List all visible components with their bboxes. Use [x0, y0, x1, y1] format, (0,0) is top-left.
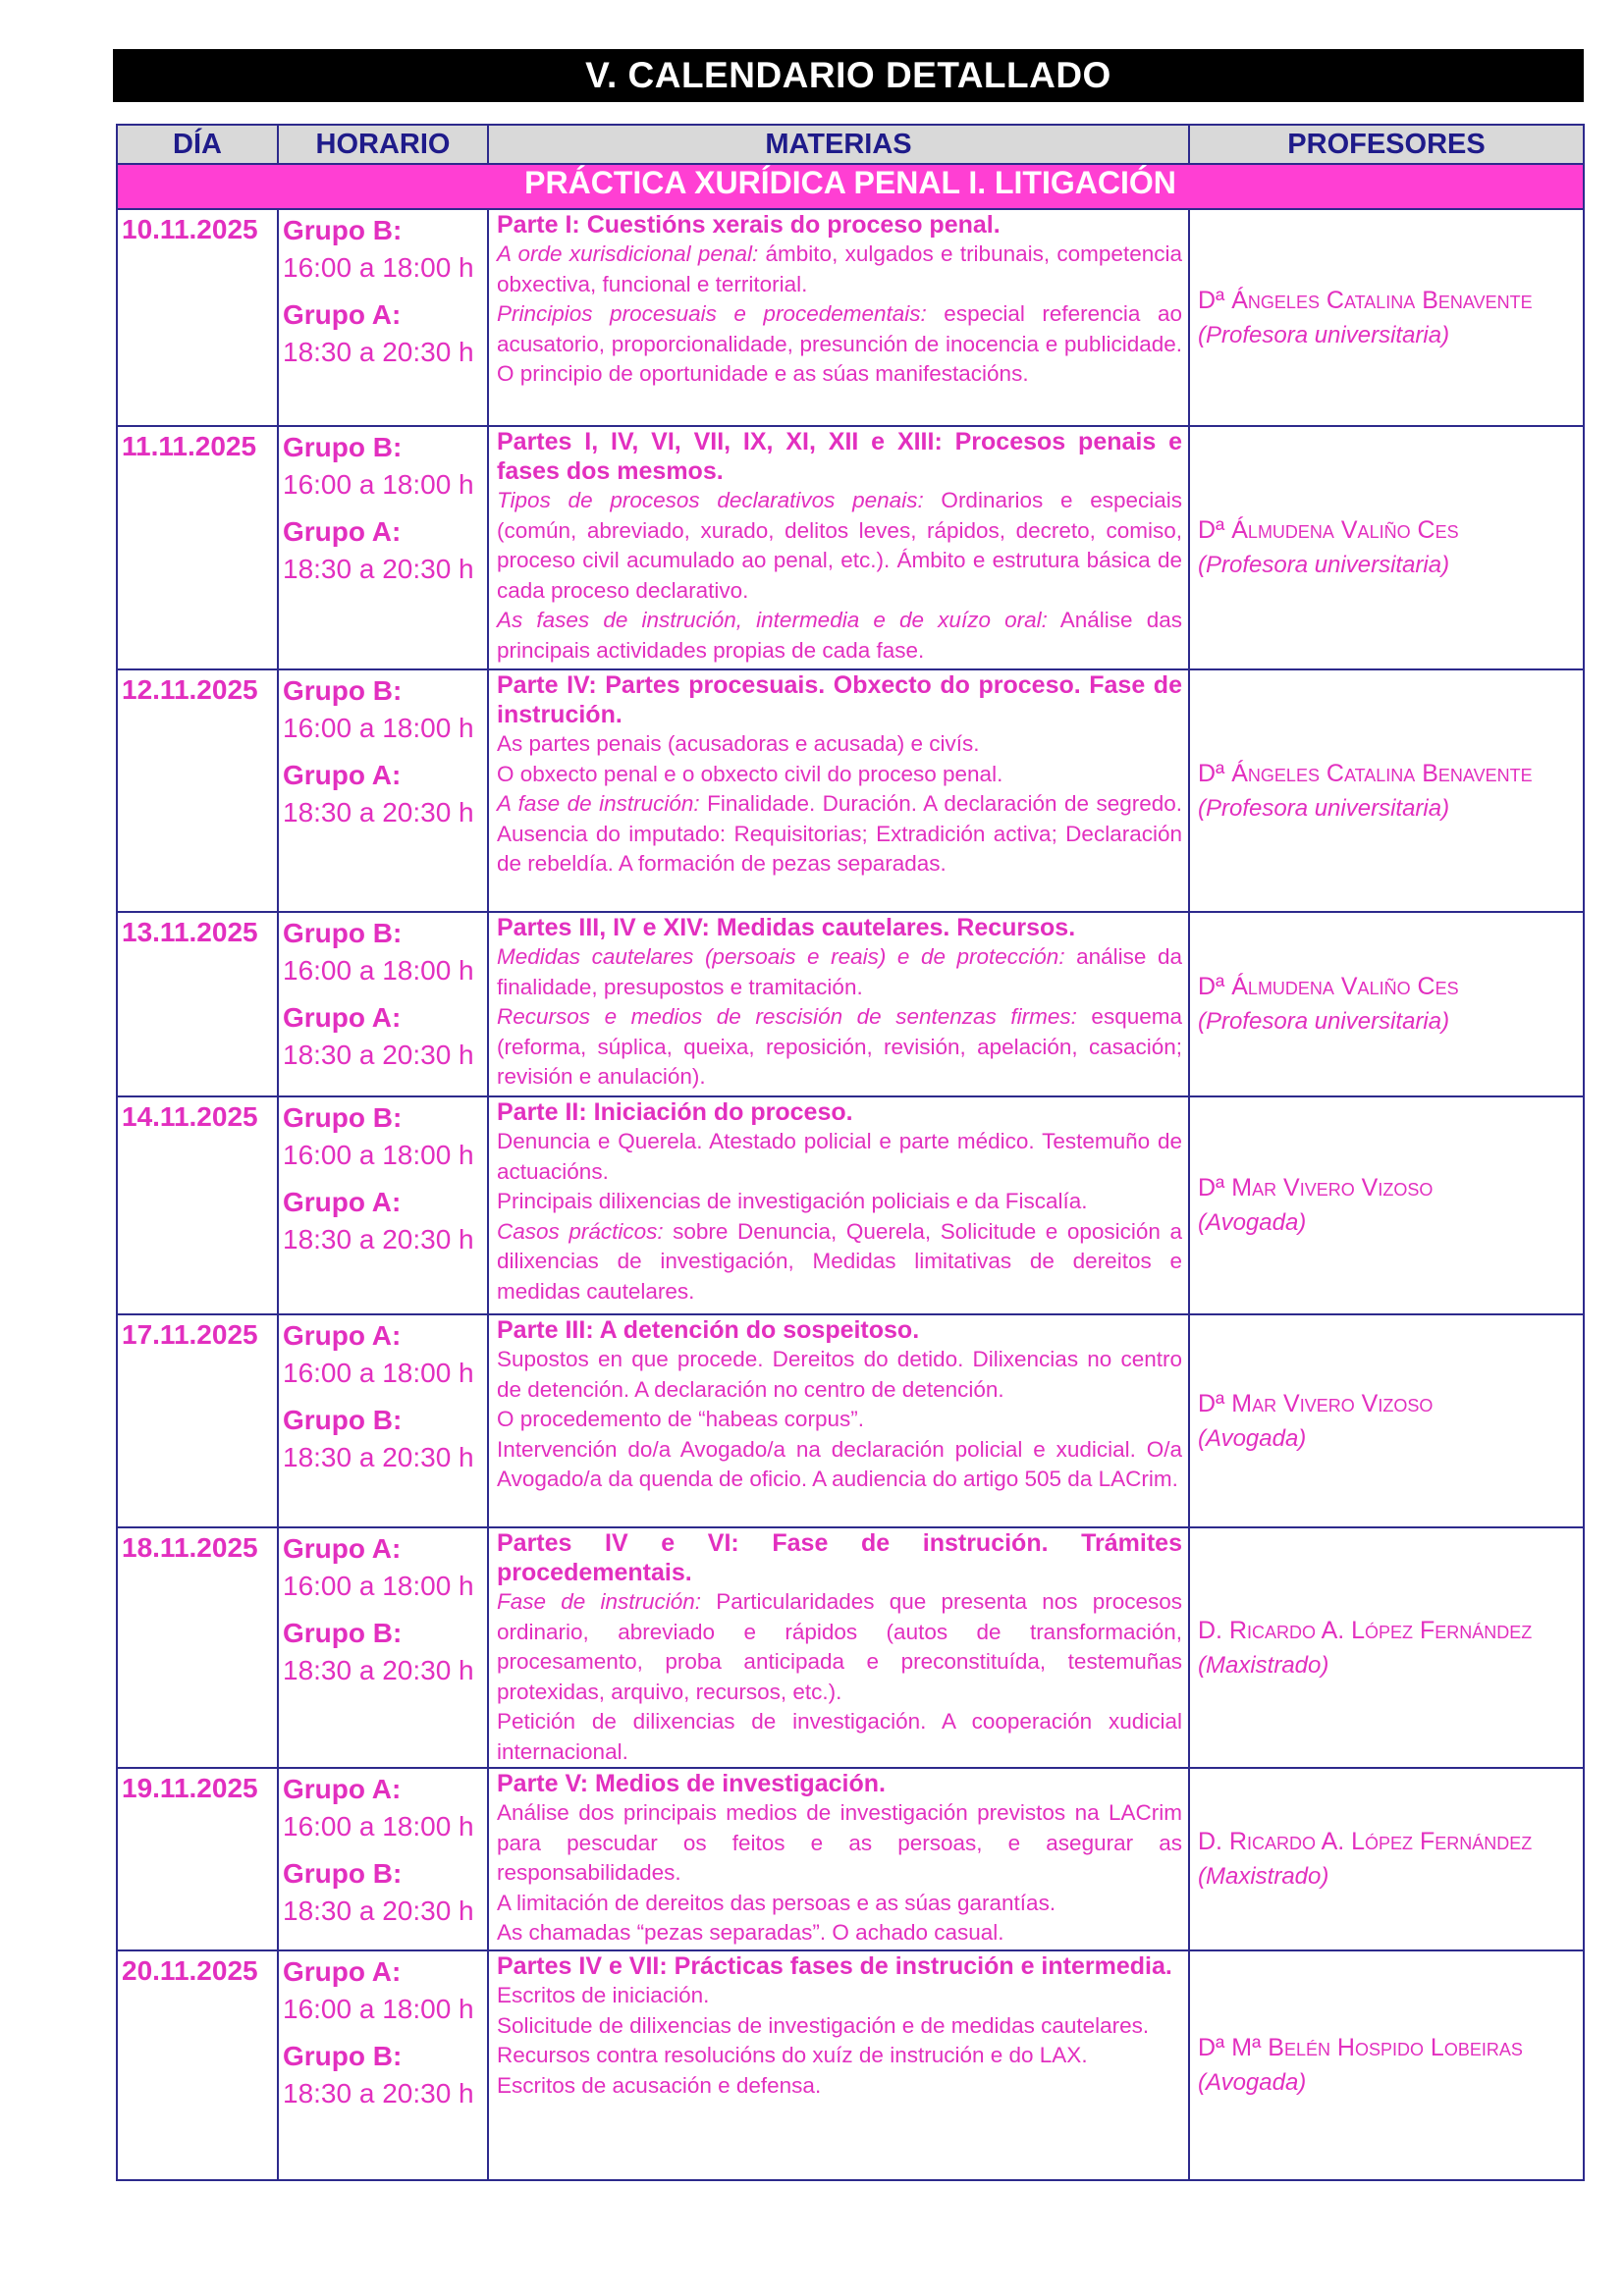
section-row: [117, 164, 1584, 209]
teacher-cell: [1189, 912, 1584, 1096]
teacher-cell: [1189, 1096, 1584, 1314]
time-range: 16:00 a 18:00 h: [283, 1811, 474, 1842]
date-cell: 18.11.2025: [117, 1527, 278, 1768]
group-label: Grupo B:: [283, 675, 403, 706]
subject-line: [497, 1798, 1182, 1889]
group-label: Grupo B:: [283, 918, 403, 948]
subject-line-text: Petición de dilixencias de investigación. A cooperación xudicial internacional.: [497, 1709, 1182, 1764]
subject-title: Parte I: Cuestións xerais do proceso penal.: [497, 211, 1001, 239]
subject-line: [497, 1127, 1182, 1187]
schedule-cell: [278, 1096, 488, 1314]
group-label: Grupo A:: [283, 1002, 402, 1033]
subject-title: Partes IV e VI: Fase de instrución. Trámites procedementais.: [497, 1529, 1182, 1586]
subject-line: [497, 760, 1182, 790]
teacher-name: D. Ricardo A. López Fernández: [1198, 1616, 1533, 1644]
teacher-cell: [1189, 209, 1584, 426]
time-range: 16:00 a 18:00 h: [283, 1140, 474, 1170]
teacher-cell: [1189, 426, 1584, 669]
time-range: 16:00 a 18:00 h: [283, 713, 474, 743]
subjects-cell: [488, 1950, 1189, 2180]
table-row: [117, 1527, 1584, 1768]
time-range: 16:00 a 18:00 h: [283, 1358, 474, 1388]
teacher-role: (Profesora universitaria): [1198, 552, 1450, 578]
subject-line-text: Particularidades que presenta nos procesos ordinario, abreviado e rápidos (autos de transformación, procesamento, proba anticipada e preconstituída, testemuñas protexidas, arquivo, recursos, etc.).: [497, 1589, 1182, 1704]
subject-line-text: Principais dilixencias de investigación policiais e da Fiscalía.: [497, 1189, 1088, 1213]
subject-line-lead: A fase de instrución:: [497, 791, 700, 816]
subject-line: [497, 1435, 1182, 1495]
teacher-role: (Avogada): [1198, 1209, 1307, 1236]
subjects-cell: [488, 1096, 1189, 1314]
col-header-teachers: PROFESORES: [1189, 125, 1584, 164]
table-row: [117, 912, 1584, 1096]
subjects-cell: [488, 426, 1189, 669]
schedule-cell: [278, 1314, 488, 1527]
subject-line-text: Intervención do/a Avogado/a na declaración policial e xudicial. O/a Avogado/a da quenda de oficio. A audiencia do artigo 505 da LACrim.: [497, 1436, 1182, 1491]
subjects-cell: [488, 1314, 1189, 1527]
subject-line: [497, 942, 1182, 1002]
time-range: 18:30 a 20:30 h: [283, 1896, 474, 1926]
subject-line-text: Análise dos principais medios de investigación previstos na LACrim para pescudar os feitos e as persoas, e asegurar as responsabilidades.: [497, 1800, 1182, 1885]
subject-line-text: especial referencia ao acusatorio, proporcionalidade, presunción de inocencia e publicidade. O principio de oportunidade e as súas manifestacións.: [497, 301, 1182, 386]
teacher-cell: [1189, 1314, 1584, 1527]
time-range: 16:00 a 18:00 h: [283, 469, 474, 500]
date-cell: 12.11.2025: [117, 669, 278, 912]
subject-line: [497, 606, 1182, 666]
col-header-schedule: HORARIO: [278, 125, 488, 164]
subject-line-lead: As fases de instrución, intermedia e de xuízo oral:: [497, 608, 1048, 632]
subject-line: [497, 2011, 1182, 2042]
date-cell: 13.11.2025: [117, 912, 278, 1096]
subject-line: [497, 789, 1182, 880]
teacher-role: (Avogada): [1198, 1424, 1307, 1452]
date-cell: 11.11.2025: [117, 426, 278, 669]
date-cell: 19.11.2025: [117, 1768, 278, 1950]
date-cell: 20.11.2025: [117, 1950, 278, 2180]
subject-line-text: esquema (reforma, súplica, queixa, reposición, revisión, apelación, casación; revisión e anulación).: [497, 1004, 1182, 1089]
subject-title: Partes III, IV e XIV: Medidas cautelares. Recursos.: [497, 914, 1076, 941]
subject-line: [497, 1187, 1182, 1217]
teacher-name: Dª Álmudena Valiño Ces: [1198, 516, 1459, 544]
subject-line-text: Ordinarios e especiais (común, abreviado, xurado, delitos leves, rápidos, decreto, comiso, proceso civil acumulado ao penal, etc.). Ámbito e estrutura básica de cada proceso declarativo.: [497, 488, 1183, 603]
subject-title: Partes IV e VII: Prácticas fases de instrución e intermedia.: [497, 1952, 1172, 1980]
table-row: [117, 1096, 1584, 1314]
col-header-day: DÍA: [117, 125, 278, 164]
schedule-cell: [278, 1768, 488, 1950]
table-row: [117, 426, 1584, 669]
time-range: 18:30 a 20:30 h: [283, 337, 474, 367]
subject-line-text: ámbito, xulgados e tribunais, competencia obxectiva, funcional e territorial.: [497, 241, 1182, 296]
time-range: 16:00 a 18:00 h: [283, 252, 474, 283]
calendar-table: [116, 124, 1585, 2181]
subject-line-lead: Casos prácticos:: [497, 1218, 664, 1244]
subject-line-lead: Fase de instrución:: [497, 1589, 701, 1614]
section-title: PRÁCTICA XURÍDICA PENAL I. LITIGACIÓN: [117, 164, 1584, 209]
subject-line: [497, 2071, 1182, 2102]
subject-line-text: Escritos de acusación e defensa.: [497, 2072, 822, 2098]
table-row: [117, 669, 1584, 912]
teacher-cell: [1189, 669, 1584, 912]
time-range: 18:30 a 20:30 h: [283, 797, 474, 828]
subject-line: [497, 729, 1182, 760]
group-label: Grupo B:: [283, 2041, 403, 2071]
teacher-name: Dª Álmudena Valiño Ces: [1198, 973, 1459, 1000]
subject-line: [497, 1918, 1182, 1949]
subject-line-lead: Recursos e medios de rescisión de sentenzas firmes:: [497, 1004, 1077, 1029]
teacher-role: (Avogada): [1198, 2069, 1307, 2096]
subject-line: [497, 299, 1182, 390]
schedule-cell: [278, 912, 488, 1096]
teacher-role: (Profesora universitaria): [1198, 321, 1450, 348]
col-header-subjects: MATERIAS: [488, 125, 1189, 164]
subject-line-text: Análise das principais actividades propias de cada fase.: [497, 608, 1182, 663]
subjects-cell: [488, 209, 1189, 426]
schedule-cell: [278, 1527, 488, 1768]
time-range: 16:00 a 18:00 h: [283, 1571, 474, 1601]
teacher-role: (Maxistrado): [1198, 1863, 1329, 1890]
subject-line-text: As chamadas “pezas separadas”. O achado casual.: [497, 1920, 1004, 1945]
subject-line-text: Solicitude de dilixencias de investigación e de medidas cautelares.: [497, 2012, 1150, 2038]
subject-line-text: O procedemento de “habeas corpus”.: [497, 1407, 864, 1431]
group-label: Grupo A:: [283, 1533, 402, 1564]
date-cell: 10.11.2025: [117, 209, 278, 426]
subject-title: Parte IV: Partes procesuais. Obxecto do proceso. Fase de instrución.: [497, 671, 1182, 728]
subject-line: [497, 1345, 1182, 1405]
group-label: Grupo A:: [283, 760, 402, 790]
group-label: Grupo A:: [283, 1956, 402, 1987]
group-label: Grupo B:: [283, 1102, 403, 1133]
subject-line-text: sobre Denuncia, Querela, Solicitude e oposición a dilixencias de investigación, Medidas limitativas de dereitos e medidas cautelares.: [497, 1218, 1182, 1304]
subject-line-lead: Tipos de procesos declarativos penais:: [497, 488, 924, 512]
date-cell: 14.11.2025: [117, 1096, 278, 1314]
subject-line: [497, 1981, 1182, 2011]
time-range: 18:30 a 20:30 h: [283, 1442, 474, 1472]
subject-line: [497, 1889, 1182, 1919]
group-label: Grupo B:: [283, 215, 403, 245]
group-label: Grupo B:: [283, 1405, 403, 1435]
subject-line: [497, 1405, 1182, 1435]
teacher-role: (Maxistrado): [1198, 1651, 1329, 1679]
group-label: Grupo A:: [283, 299, 402, 330]
subject-line-text: As partes penais (acusadoras e acusada) e civís.: [497, 731, 980, 756]
group-label: Grupo A:: [283, 1774, 402, 1804]
teacher-name: Dª Mar Vivero Vizoso: [1198, 1174, 1434, 1201]
subject-line-text: Recursos contra resolucións do xuíz de instrución e do LAX.: [497, 2043, 1088, 2067]
subject-line: [497, 240, 1182, 299]
subject-line: [497, 1587, 1182, 1707]
subject-line-text: análise da finalidade, presupostos e tramitación.: [497, 944, 1182, 999]
subject-line-text: Denuncia e Querela. Atestado policial e parte médico. Testemuño de actuacións.: [497, 1129, 1182, 1184]
table-row: [117, 209, 1584, 426]
group-label: Grupo A:: [283, 516, 402, 547]
subject-line-text: Supostos en que procede. Dereitos do detido. Dilixencias no centro de detención. A declaración no centro de detención.: [497, 1347, 1182, 1402]
header-row: [117, 125, 1584, 164]
teacher-name: Dª Ángeles Catalina Benavente: [1198, 759, 1533, 787]
subject-line-text: Finalidade. Duración. A declaración de segredo. Ausencia do imputado: Requisitorias; Extradición activa; Declaración de rebeldía. A formación de pezas separadas.: [497, 791, 1183, 876]
subject-line: [497, 1217, 1182, 1308]
teacher-role: (Profesora universitaria): [1198, 1008, 1450, 1035]
time-range: 18:30 a 20:30 h: [283, 1224, 474, 1255]
schedule-cell: [278, 426, 488, 669]
teacher-cell: [1189, 1768, 1584, 1950]
teacher-name: Dª Mar Vivero Vizoso: [1198, 1389, 1434, 1417]
teacher-name: Dª Mª Belén Hospido Lobeiras: [1198, 2034, 1523, 2061]
table-row: [117, 1314, 1584, 1527]
page-title: V. CALENDARIO DETALLADO: [113, 49, 1584, 102]
time-range: 18:30 a 20:30 h: [283, 1655, 474, 1685]
teacher-role: (Profesora universitaria): [1198, 794, 1450, 822]
schedule-cell: [278, 209, 488, 426]
subject-title: Parte II: Iniciación do proceso.: [497, 1098, 853, 1126]
time-range: 18:30 a 20:30 h: [283, 2078, 474, 2109]
subject-line-lead: Medidas cautelares (persoais e reais) e de protección:: [497, 944, 1065, 969]
subject-line-lead: Principios procesuais e procedementais:: [497, 301, 927, 326]
group-label: Grupo B:: [283, 432, 403, 462]
table-row: [117, 1768, 1584, 1950]
subjects-cell: [488, 912, 1189, 1096]
date-cell: 17.11.2025: [117, 1314, 278, 1527]
time-range: 16:00 a 18:00 h: [283, 955, 474, 986]
schedule-cell: [278, 669, 488, 912]
subject-line-text: A limitación de dereitos das persoas e as súas garantías.: [497, 1890, 1056, 1915]
subject-line: [497, 1002, 1182, 1093]
subjects-cell: [488, 1768, 1189, 1950]
subject-line: [497, 486, 1182, 606]
time-range: 16:00 a 18:00 h: [283, 1994, 474, 2024]
teacher-cell: [1189, 1950, 1584, 2180]
subject-line-text: Escritos de iniciación.: [497, 1983, 710, 2007]
subject-title: Partes I, IV, VI, VII, IX, XI, XII e XIII: Procesos penais e fases dos mesmos.: [497, 428, 1182, 485]
group-label: Grupo A:: [283, 1187, 402, 1217]
group-label: Grupo A:: [283, 1320, 402, 1351]
subjects-cell: [488, 669, 1189, 912]
teacher-name: Dª Ángeles Catalina Benavente: [1198, 286, 1533, 314]
subject-line: [497, 1707, 1182, 1767]
subject-line-text: O obxecto penal e o obxecto civil do proceso penal.: [497, 761, 1003, 786]
group-label: Grupo B:: [283, 1858, 403, 1889]
subjects-cell: [488, 1527, 1189, 1768]
teacher-cell: [1189, 1527, 1584, 1768]
schedule-cell: [278, 1950, 488, 2180]
time-range: 18:30 a 20:30 h: [283, 1040, 474, 1070]
subject-line: [497, 2041, 1182, 2071]
subject-title: Parte III: A detención do sospeitoso.: [497, 1316, 920, 1344]
time-range: 18:30 a 20:30 h: [283, 554, 474, 584]
teacher-name: D. Ricardo A. López Fernández: [1198, 1828, 1533, 1855]
group-label: Grupo B:: [283, 1618, 403, 1648]
subject-title: Parte V: Medios de investigación.: [497, 1770, 886, 1797]
table-row: [117, 1950, 1584, 2180]
subject-line-lead: A orde xurisdicional penal:: [497, 241, 759, 266]
